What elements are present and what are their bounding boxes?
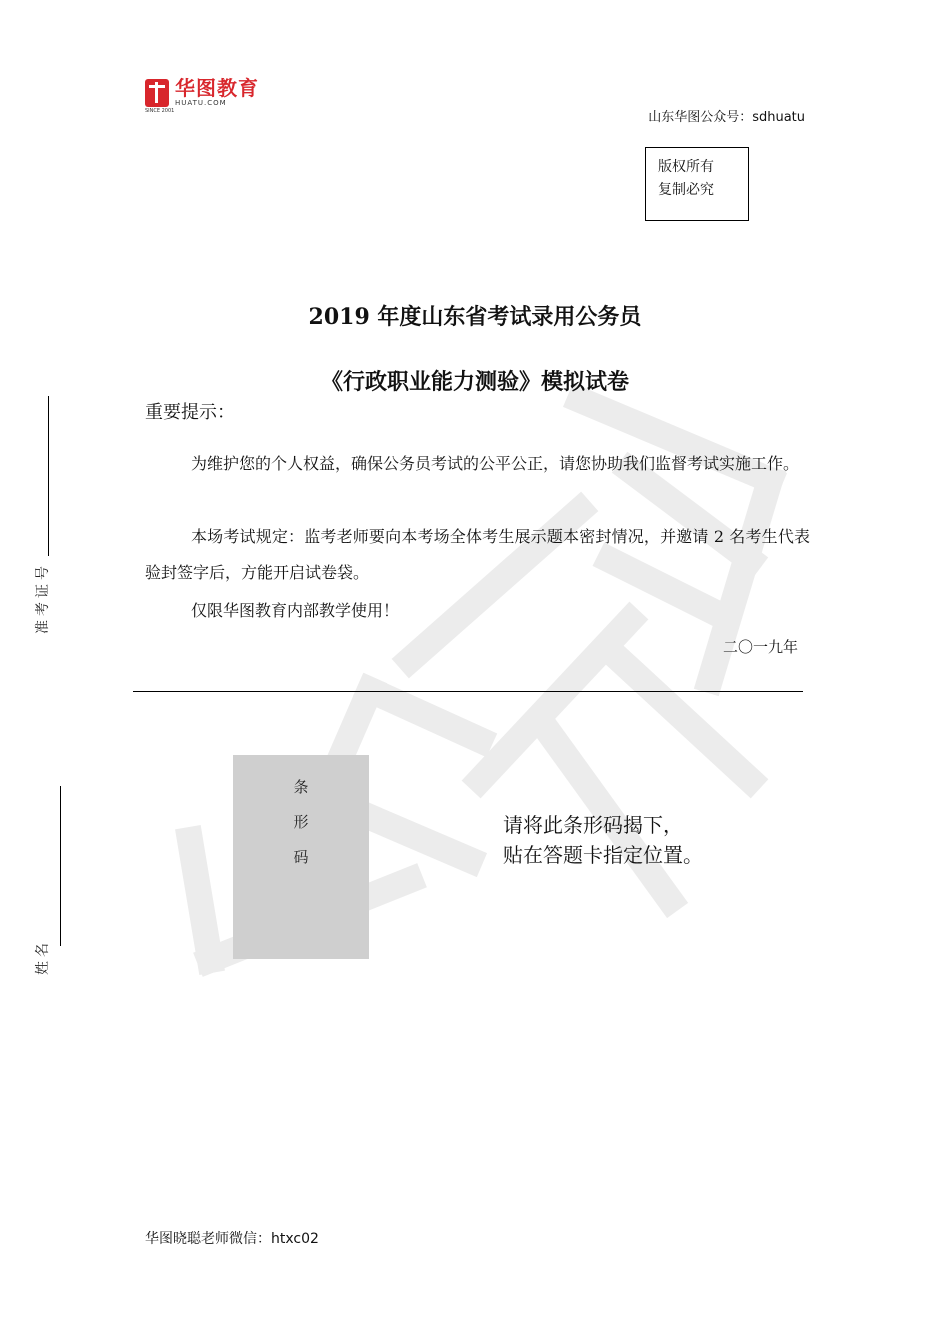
footer-wechat: 华图晓聪老师微信：htxc02 <box>145 1231 319 1247</box>
page-title: 2019 年度山东省考试录用公务员 <box>308 304 642 330</box>
exam-id-write-line <box>48 396 49 556</box>
barcode-char-3: 码 <box>293 848 309 866</box>
section-divider <box>133 691 803 692</box>
page-subtitle: 《行政职业能力测验》模拟试卷 <box>320 369 629 395</box>
barcode-instruction <box>503 810 703 870</box>
barcode-instruction-line-1: 请将此条形码揭下， <box>503 813 683 837</box>
logo-name: 华图教育 <box>175 76 259 100</box>
notice-heading: 重要提示： <box>145 402 235 423</box>
notice-paragraph-1: 为维护您的个人权益，确保公务员考试的公平公正，请您协助我们监督考试实施工作。 <box>191 454 800 473</box>
header-wechat: 山东华图公众号：sdhuatu <box>648 110 805 125</box>
name-label: 姓名 <box>35 939 51 975</box>
copyright-line-1: 版权所有 <box>658 159 714 175</box>
barcode-placeholder <box>233 755 369 959</box>
copyright-box <box>645 147 749 221</box>
logo-since: SINCE 2001 <box>145 108 175 114</box>
exam-id-label: 准考证号 <box>35 562 51 634</box>
barcode-instruction-line-2: 贴在答题卡指定位置。 <box>503 843 703 867</box>
logo-subtitle: HUATU.COM <box>175 99 227 107</box>
notice-paragraph-2: 本场考试规定：监考老师要向本考场全体考生展示题本密封情况，并邀请 2 名考生代表验封签字后，方能开启试卷袋。 <box>145 527 810 582</box>
notice-year: 二〇一九年 <box>722 638 798 656</box>
name-write-line <box>60 786 61 946</box>
huatu-logo <box>145 76 259 114</box>
barcode-char-1: 条 <box>293 778 309 796</box>
copyright-line-2: 复制必究 <box>658 182 714 198</box>
barcode-char-2: 形 <box>293 813 309 831</box>
notice-paragraph-3: 仅限华图教育内部教学使用！ <box>191 601 400 620</box>
huatu-logo-icon <box>145 79 169 107</box>
